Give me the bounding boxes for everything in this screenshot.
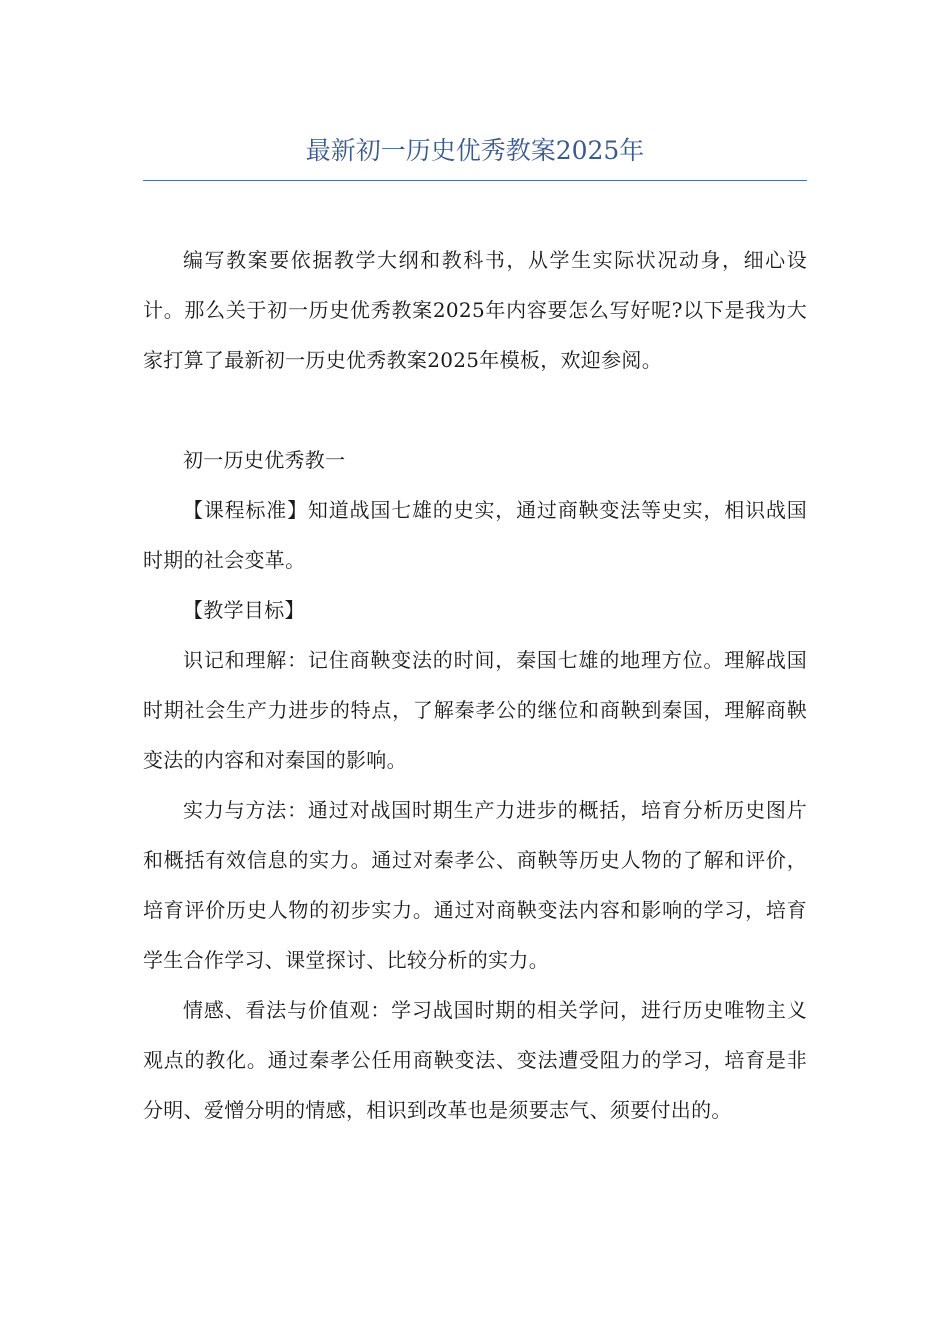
paragraph-gap	[143, 385, 807, 435]
document-title: 最新初一历史优秀教案2025年	[305, 136, 645, 165]
knowledge-goal-paragraph: 识记和理解：记住商鞅变法的时间，秦国七雄的地理方位。理解战国时期社会生产力进步的特点，了解秦孝公的继位和商鞅到秦国，理解商鞅变法的内容和对秦国的影响。	[143, 648, 807, 772]
title-underline	[143, 180, 807, 181]
course-standard-paragraph: 【课程标准】知道战国七雄的史实，通过商鞅变法等史实，相识战国时期的社会变革。	[143, 498, 807, 572]
teaching-goals-heading: 【教学目标】	[183, 598, 305, 622]
document-body	[143, 235, 807, 1135]
intro-paragraph: 编写教案要依据教学大纲和教科书，从学生实际状况动身，细心设计。那么关于初一历史优秀教案2025年内容要怎么写好呢?以下是我为大家打算了最新初一历史优秀教案2025年模板，欢迎参阅。	[143, 248, 807, 372]
ability-goal-paragraph: 实力与方法：通过对战国时期生产力进步的概括，培育分析历史图片和概括有效信息的实力。通过对秦孝公、商鞅等历史人物的了解和评价，培育评价历史人物的初步实力。通过对商鞅变法内容和影响的学习，培育学生合作学习、课堂探讨、比较分析的实力。	[143, 798, 807, 972]
section-heading: 初一历史优秀教一	[183, 448, 346, 472]
values-goal-paragraph: 情感、看法与价值观：学习战国时期的相关学问，进行历史唯物主义观点的教化。通过秦孝公任用商鞅变法、变法遭受阻力的学习，培育是非分明、爱憎分明的情感，相识到改革也是须要志气、须要付出的。	[143, 998, 807, 1122]
